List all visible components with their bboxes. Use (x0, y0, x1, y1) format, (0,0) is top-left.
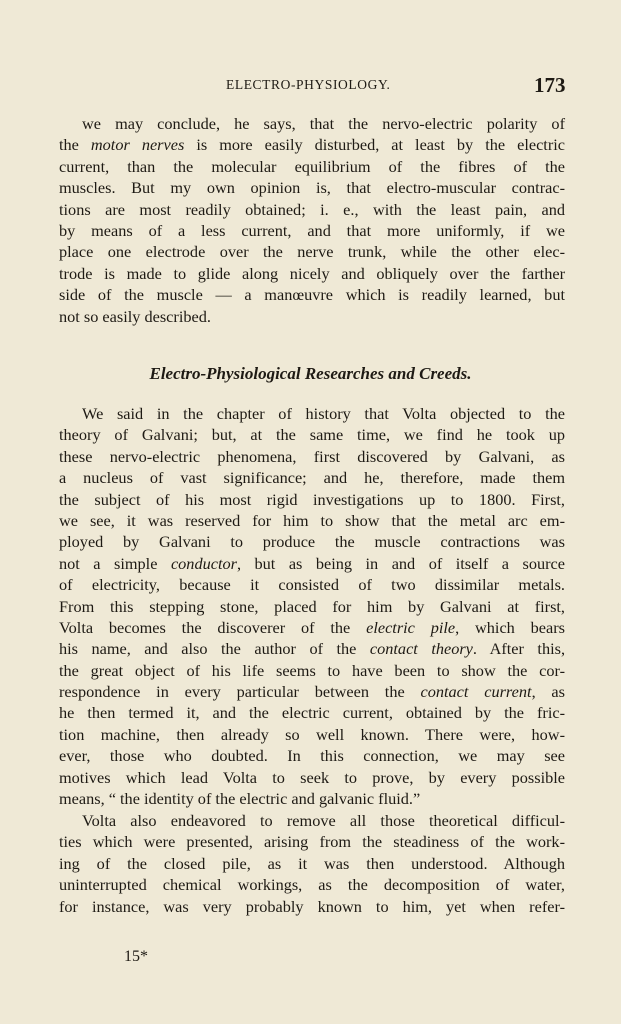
text-line: theory of Galvani; but, at the same time, we find he took up (59, 425, 565, 445)
emphasis: electric pile (366, 617, 456, 637)
text-line: ties which were presented, arising from the steadiness of the work- (59, 832, 565, 852)
text-line: he then termed it, and the electric current, obtained by the fric- (59, 703, 565, 723)
emphasis: contact theory (369, 639, 473, 659)
text-line: these nervo-electric phenomena, first discovered by Galvani, as (59, 446, 565, 466)
text-line: tions are most readily obtained; i. e., with the least pain, and (59, 199, 565, 219)
text-line: means, “ the identity of the electric and galvanic fluid.” (59, 789, 421, 809)
text-line: From this stepping stone, placed for him by Galvani at first, (59, 596, 565, 616)
paragraph-2 (59, 403, 565, 809)
text-line: place one electrode over the nerve trunk, while the other elec- (59, 242, 565, 262)
text-line: the great object of his life seems to have been to show the cor- (59, 660, 565, 680)
text-line: muscles. But my own opinion is, that electro-muscular contrac- (59, 178, 565, 198)
emphasis: conductor (170, 553, 237, 573)
paragraph-3 (59, 810, 565, 917)
text-line: ing of the closed pile, as it was then understood. Although (59, 853, 565, 873)
text-line: the subject of his most rigid investigations up to 1800. First, (59, 489, 565, 509)
text-line: Volta becomes the discoverer of the electric pile, which bears (59, 617, 565, 637)
page-number: 173 (534, 73, 566, 97)
text-line: uninterrupted chemical workings, as the decomposition of water, (59, 875, 565, 895)
text-line: we may conclude, he says, that the nervo-electric polarity of (82, 114, 565, 133)
section-heading: Electro-Physiological Researches and Creeds. (149, 364, 472, 383)
text-line: ever, those who doubted. In this connection, we may see (59, 746, 565, 766)
running-title: ELECTRO-PHYSIOLOGY. (226, 77, 391, 92)
page-header (0, 73, 621, 99)
text-line: of electricity, because it consisted of two dissimilar metals. (59, 575, 565, 595)
paragraph-1 (59, 113, 565, 327)
text-line: for instance, was very probably known to him, yet when refer- (59, 896, 565, 916)
text-line: a nucleus of vast significance; and he, therefore, made them (59, 468, 565, 488)
text-line: side of the muscle — a manœuvre which is readily learned, but (59, 285, 565, 305)
emphasis: contact current (420, 682, 532, 702)
text-line: tion machine, then already so well known. There were, how- (59, 724, 565, 744)
text-line: trode is made to glide along nicely and obliquely over the farther (59, 263, 565, 283)
text-line: the motor nerves is more easily disturbed, at least by the electric (59, 135, 565, 155)
text-line: not a simple conductor, but as being in and of itself a source (59, 553, 566, 573)
text-line: We said in the chapter of history that Volta objected to the (82, 404, 565, 423)
text-line: ployed by Galvani to produce the muscle contractions was (59, 532, 565, 552)
signature-mark: 15* (124, 948, 148, 965)
text-line: Volta also endeavored to remove all those theoretical difficul- (82, 811, 565, 830)
text-line: we see, it was reserved for him to show that the metal arc em- (59, 510, 565, 530)
emphasis: motor nerves (90, 135, 185, 155)
text-line: by means of a less current, and that more uniformly, if we (59, 220, 565, 240)
text-line: his name, and also the author of the contact theory. After this, (59, 639, 566, 659)
text-line: motives which lead Volta to seek to prove, by every possible (59, 767, 565, 787)
text-line: current, than the molecular equilibrium of the fibres of the (59, 156, 565, 176)
text-line: respondence in every particular between the contact current, as (59, 682, 565, 702)
text-line: not so easily described. (59, 306, 211, 326)
